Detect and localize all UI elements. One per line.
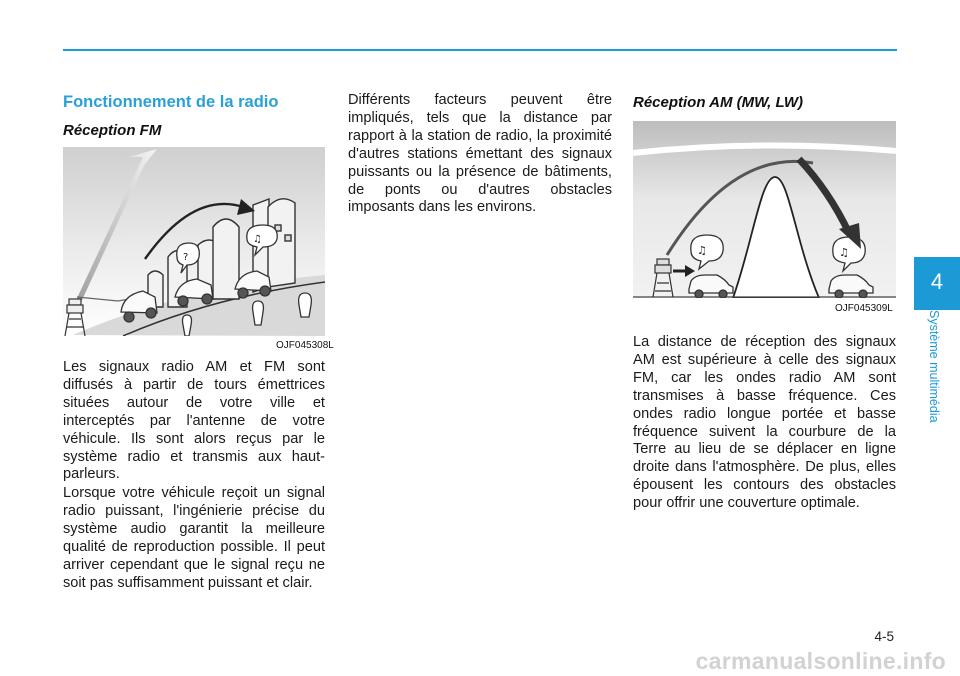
am-paragraph-1: La distance de réception des signaux AM est supérieure à celle des signaux FM, car les ondes radio AM sont transmises à basse fréquence. Ces ondes radio longue portée et basse fréquence suivent la courbure de la Terre au lieu de se déplacer en ligne droite dans l'atmosphère. De plus, elles épousent les contours des obstacles pour offrir une couverture optimale.	[633, 334, 896, 512]
svg-text:?: ?	[183, 252, 189, 263]
fm-reception-illustration	[63, 147, 325, 336]
am-subtitle: Réception AM (MW, LW)	[633, 94, 803, 111]
fm-subtitle: Réception FM	[63, 122, 162, 139]
svg-text:♫: ♫	[839, 246, 849, 259]
fm-figure-code: OJF045308L	[276, 340, 334, 351]
svg-text:♫: ♫	[697, 244, 707, 257]
fm-paragraph-2: Lorsque votre véhicule reçoit un signal radio puissant, l'ingénierie précise du système audio garantit la meilleure qualité de reproduction possible. Il peut arriver cependant que le signal reçu ne soit pas suffisamment puissant et clair.	[63, 485, 325, 591]
am-reception-illustration	[633, 121, 896, 298]
chapter-tab	[914, 257, 960, 310]
watermark: carmanualsonline.info	[695, 648, 946, 674]
page-number: 4-5	[874, 629, 894, 644]
section-title: Fonctionnement de la radio	[63, 93, 279, 111]
fm-paragraph-1: Les signaux radio AM et FM sont diffusés à partir de tours émettrices situées autour de votre ville et interceptés par l'antenne de votre véhicule. Ils sont alors reçus par le système radio et transmis aux haut-parleurs.	[63, 359, 325, 483]
chapter-number: 4	[930, 269, 944, 294]
top-rule	[63, 49, 897, 51]
chapter-label: Système multimédia	[927, 310, 941, 423]
fm-paragraph-3: Différents facteurs peuvent être impliqués, tels que la distance par rapport à la station de radio, la proximité d'autres stations émettant des signaux puissants ou la présence de bâtiments, de ponts ou d'autres obstacles imposants dans les environs.	[348, 92, 612, 216]
svg-text:♫: ♫	[253, 234, 262, 245]
am-figure-code: OJF045309L	[835, 303, 893, 314]
